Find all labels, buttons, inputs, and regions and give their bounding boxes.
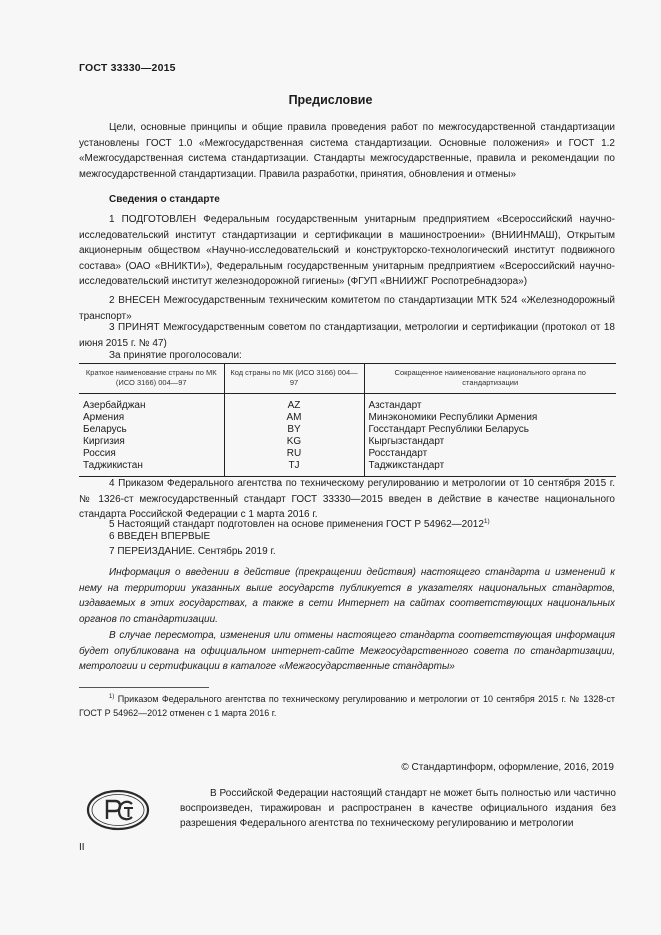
item-6-first: 6 ВВЕДЕН ВПЕРВЫЕ — [109, 531, 211, 542]
country-cell: Россия — [83, 448, 116, 459]
country-cell: Таджикистан — [79, 460, 224, 477]
item-2-submitted: 2 ВНЕСЕН Межгосударственным техническим комитетом по стандартизации МТК 524 «Железнодорожный транспорт» — [79, 295, 615, 322]
footnote-mark: 1) — [109, 694, 115, 700]
authority-cell: Госстандарт Республики Беларусь — [364, 424, 616, 436]
footnote — [79, 691, 615, 720]
voted-label: За принятие проголосовали: — [109, 350, 242, 361]
authority-cell: Кыргызстандарт — [364, 436, 616, 448]
info-paragraph-1: Информация о введении в действие (прекращении действия) настоящего стандарта и изменений к нему на территории указанных выше государств публикуется в указателях национальных стандартов, издаваемых в этих государствах, а также в сети Интернет на сайтах соответствующих национальных органов по стандартизации. — [79, 567, 615, 625]
code-cell: TJ — [224, 460, 364, 477]
copyright-line: © Стандартинформ, оформление, 2016, 2019 — [401, 762, 614, 773]
country-cell: Азербайджан — [83, 400, 146, 411]
table-row — [79, 448, 616, 460]
authority-cell: Азстандарт — [364, 394, 616, 413]
authority-cell: Таджикстандарт — [364, 460, 616, 477]
section-subtitle: Сведения о стандарте — [109, 194, 220, 205]
item-4-order: 4 Приказом Федерального агентства по техническому регулированию и метрологии от 10 сентября 2015 г. № 1326-ст межгосударственный стандарт ГОСТ 33330—2015 введен в действие в качестве национального стандарта Российской Федерации с 1 марта 2016 г. — [79, 478, 615, 520]
item-7-reissue: 7 ПЕРЕИЗДАНИЕ. Сентябрь 2019 г. — [109, 546, 276, 557]
country-cell: Армения — [83, 412, 125, 423]
code-cell: KG — [224, 436, 364, 448]
code-cell: AM — [224, 412, 364, 424]
pct-certification-mark-icon — [86, 789, 150, 831]
page-title: Предисловие — [288, 93, 373, 107]
standard-code-header: ГОСТ 33330—2015 — [79, 62, 176, 74]
info-paragraph-2: В случае пересмотра, изменения или отмены настоящего стандарта соответствующая информация будет опубликована на официальном интернет-сайте Межгосударственного совета по стандартизации, метрологии и сертификации в каталоге «Межгосударственные стандарты» — [79, 630, 615, 672]
item-3-adopted: 3 ПРИНЯТ Межгосударственным советом по стандартизации, метрологии и сертификации (протокол от 18 июня 2015 г. № 47) — [79, 322, 615, 349]
code-cell: RU — [224, 448, 364, 460]
table-row — [79, 424, 616, 436]
table-row — [79, 412, 616, 424]
authority-cell: Росстандарт — [364, 448, 616, 460]
country-cell: Киргизия — [83, 436, 125, 447]
item-5-text: 5 Настоящий стандарт подготовлен на основе применения ГОСТ Р 54962—2012 — [109, 519, 484, 530]
item-1-prepared: 1 ПОДГОТОВЛЕН Федеральным государственным унитарным предприятием «Всероссийский научно-исследовательский институт стандартизации и сертификации в машиностроении» (ВНИИНМАШ), Открытым акционерным обществом «Научно-исследовательский и конструкторско-технологический институт подвижного состава» (ОАО «ВНИКТИ»), Федеральным государственным унитарным предприятием «Всероссийский научно-исследовательский институт железнодорожной гигиены» (ФГУП «ВНИИЖГ Роспотребнадзора») — [79, 214, 615, 287]
country-cell: Беларусь — [83, 424, 127, 435]
col-header-country: Краткое наименование страны по МК (ИСО 3166) 004—97 — [79, 364, 224, 394]
footnote-ref[interactable]: 1) — [483, 518, 490, 525]
intro-paragraph: Цели, основные принципы и общие правила проведения работ по межгосударственной стандартизации установлены ГОСТ 1.0 «Межгосударственная система стандартизации. Основные положения» и ГОСТ 1.2 «Межгосударственная система стандартизации. Стандарты межгосударственные, правила и рекомендации по межгосударственной стандартизации. Правила разработки, принятия, обновления и отмены» — [79, 122, 615, 180]
voting-table — [79, 363, 616, 477]
code-cell: BY — [224, 424, 364, 436]
table-row — [79, 436, 616, 448]
col-header-code: Код страны по МК (ИСО 3166) 004—97 — [224, 364, 364, 394]
table-header-row — [79, 364, 616, 394]
table-row — [79, 394, 616, 413]
footnote-divider — [79, 687, 209, 688]
col-header-authority: Сокращенное наименование национального органа по стандартизации — [364, 364, 616, 394]
page-number: II — [79, 842, 85, 853]
reproduction-notice: В Российской Федерации настоящий стандарт не может быть полностью или частично воспроизведен, тиражирован и распространен в качестве официального издания без разрешения Федерального агентства по техническому регулированию и метрологии — [180, 788, 616, 829]
table-row — [79, 460, 616, 477]
code-cell: AZ — [224, 394, 364, 413]
footnote-text: Приказом Федерального агентства по техническому регулированию и метрологии от 10 сентября 2015 г. № 1328-ст ГОСТ Р 54962—2012 отменен с 1 марта 2016 г. — [79, 694, 615, 718]
authority-cell: Минэкономики Республики Армения — [364, 412, 616, 424]
